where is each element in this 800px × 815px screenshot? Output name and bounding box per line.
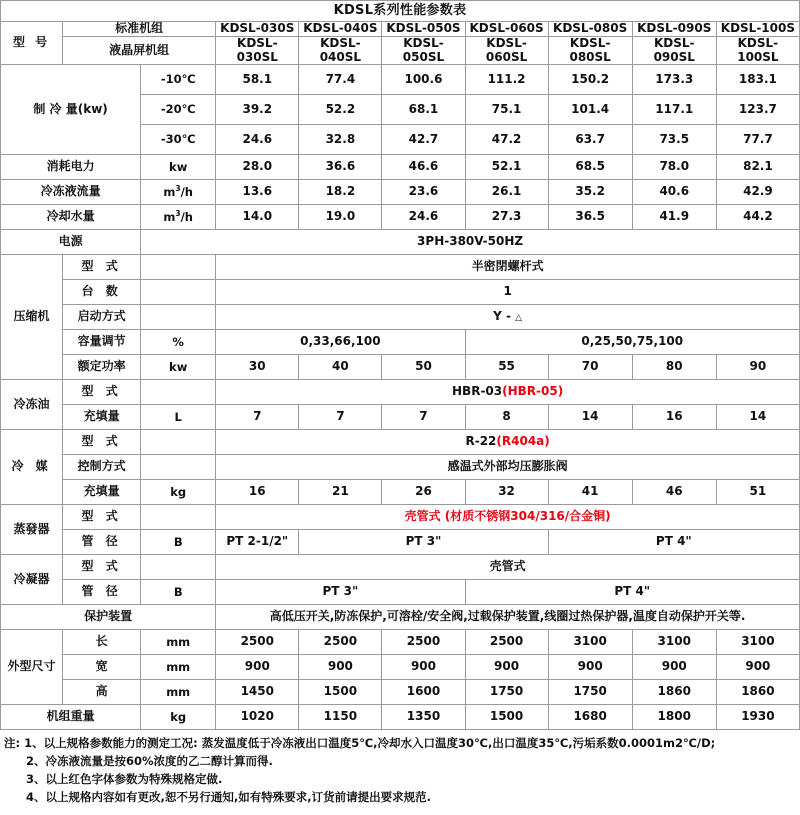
refrigerant-control-unit <box>141 455 216 480</box>
weight-row <box>1 705 800 730</box>
compressor-start-unit <box>141 305 216 330</box>
cooling-water-2: 24.6 <box>382 205 465 230</box>
notes-section <box>0 732 800 806</box>
refrig-oil-charge-label: 充填量 <box>63 405 141 430</box>
model-standard-1: KDSL-040S <box>299 22 382 37</box>
power-3: 52.1 <box>465 155 548 180</box>
refrigerant-charge-3: 32 <box>465 480 548 505</box>
note-line-4 <box>4 789 800 807</box>
dimension-2-6: 1860 <box>716 680 799 705</box>
coolant-flow-0: 13.6 <box>216 180 299 205</box>
oil-type-optional: (HBR-05) <box>502 384 564 399</box>
refrig-oil-type-unit <box>141 380 216 405</box>
model-lcd-1: KDSL-040SL <box>299 36 382 65</box>
unit-superscript: 3 <box>175 209 181 219</box>
weight-4: 1680 <box>548 705 632 730</box>
compressor-rated-row <box>1 355 800 380</box>
refrigerant-control-value: 感温式外部均压膨胀阀 <box>216 455 800 480</box>
cooling-0-4: 150.2 <box>548 65 632 95</box>
dimension-2-5: 1860 <box>632 680 716 705</box>
weight-unit: kg <box>141 705 216 730</box>
cooling-1-5: 117.1 <box>632 95 716 125</box>
dimension-unit-2: mm <box>141 680 216 705</box>
compressor-rated-5: 80 <box>632 355 716 380</box>
weight-1: 1150 <box>299 705 382 730</box>
page-title: KDSL系列性能参数表 <box>1 1 800 22</box>
power-2: 46.6 <box>382 155 465 180</box>
dimension-name-0: 长 <box>63 630 141 655</box>
oil-type-standard: HBR-03 <box>452 384 503 399</box>
condenser-type-label: 型 式 <box>63 555 141 580</box>
dimension-row-2 <box>1 680 800 705</box>
cooling-2-4: 63.7 <box>548 125 632 155</box>
dimension-name-2: 高 <box>63 680 141 705</box>
model-standard-0: KDSL-030S <box>216 22 299 37</box>
cooling-2-5: 73.5 <box>632 125 716 155</box>
lcd-unit-label: 液晶屏机组 <box>63 36 216 65</box>
coolant-flow-5: 40.6 <box>632 180 716 205</box>
coolant-flow-label: 冷冻液流量 <box>1 180 141 205</box>
refrigerant-charge-2: 26 <box>382 480 465 505</box>
cooling-water-label: 冷却水量 <box>1 205 141 230</box>
cooling-2-3: 47.2 <box>465 125 548 155</box>
evaporator-label: 蒸發器 <box>1 505 63 555</box>
note-item-4: 4、以上规格内容如有更改,恕不另行通知,如有特殊要求,订货前请提出要求规范. <box>26 789 431 804</box>
power-row <box>1 155 800 180</box>
cooling-2-1: 32.8 <box>299 125 382 155</box>
note-item-1: 1、以上规格参数能力的测定工况: 蒸发温度低于冷冻液出口温度5℃,冷却水入口温度30℃,出口温度35℃,污垢系数0.0001m2℃/D; <box>24 736 716 751</box>
note-line-1 <box>4 735 800 753</box>
dimension-0-6: 3100 <box>716 630 799 655</box>
cooling-1-6: 123.7 <box>716 95 799 125</box>
refrigerant-type-row <box>1 430 800 455</box>
dimension-0-2: 2500 <box>382 630 465 655</box>
refrig-oil-charge-3: 8 <box>465 405 548 430</box>
cooling-2-0: 24.6 <box>216 125 299 155</box>
dimension-row-0 <box>1 630 800 655</box>
delta-icon: △ <box>515 313 523 324</box>
condenser-type-value: 壳管式 <box>216 555 800 580</box>
model-lcd-2: KDSL-050SL <box>382 36 465 65</box>
dimensions-label: 外型尺寸 <box>1 630 63 705</box>
condenser-pipe-label: 管 径 <box>63 580 141 605</box>
cooling-2-2: 42.7 <box>382 125 465 155</box>
refrig-oil-charge-row <box>1 405 800 430</box>
model-lcd-4: KDSL-080SL <box>548 36 632 65</box>
weight-label: 机组重量 <box>1 705 141 730</box>
dimension-1-1: 900 <box>299 655 382 680</box>
dimension-row-1 <box>1 655 800 680</box>
cooling-water-0: 14.0 <box>216 205 299 230</box>
power-5: 78.0 <box>632 155 716 180</box>
note-line-2 <box>4 753 800 771</box>
compressor-label: 压缩机 <box>1 255 63 380</box>
compressor-rated-1: 40 <box>299 355 382 380</box>
note-item-3: 3、以上红色字体参数为特殊规格定做. <box>26 772 223 787</box>
compressor-start-value <box>216 305 800 330</box>
dimension-1-2: 900 <box>382 655 465 680</box>
compressor-type-unit <box>141 255 216 280</box>
refrigerant-charge-row <box>1 480 800 505</box>
dimension-1-0: 900 <box>216 655 299 680</box>
unit-tail: /h <box>180 185 193 200</box>
refrig-oil-charge-5: 16 <box>632 405 716 430</box>
compressor-rated-unit: kw <box>141 355 216 380</box>
model-lcd-5: KDSL-090SL <box>632 36 716 65</box>
refrigerant-charge-5: 46 <box>632 480 716 505</box>
title-row <box>1 1 800 22</box>
refrig-oil-type-value <box>216 380 800 405</box>
compressor-rated-4: 70 <box>548 355 632 380</box>
compressor-start-label: 启动方式 <box>63 305 141 330</box>
cooling-water-5: 41.9 <box>632 205 716 230</box>
power-1: 36.6 <box>299 155 382 180</box>
dimension-2-4: 1750 <box>548 680 632 705</box>
cooling-water-4: 36.5 <box>548 205 632 230</box>
notes-prefix: 注: <box>4 736 21 751</box>
cooling-1-0: 39.2 <box>216 95 299 125</box>
refrigerant-charge-4: 41 <box>548 480 632 505</box>
compressor-rated-0: 30 <box>216 355 299 380</box>
model-standard-2: KDSL-050S <box>382 22 465 37</box>
compressor-start-row <box>1 305 800 330</box>
header-row-standard <box>1 22 800 37</box>
dimension-0-4: 3100 <box>548 630 632 655</box>
evaporator-type-material: (材质不锈钢304/316/合金铜) <box>444 509 611 524</box>
start-value-main: Y - <box>493 309 516 324</box>
cooling-0-3: 111.2 <box>465 65 548 95</box>
refrig-oil-charge-6: 14 <box>716 405 799 430</box>
dimension-1-4: 900 <box>548 655 632 680</box>
refrig-oil-charge-2: 7 <box>382 405 465 430</box>
refrigerant-standard: R-22 <box>465 434 497 449</box>
refrigerant-type-value <box>216 430 800 455</box>
evaporator-pipe-2: PT 4" <box>548 530 799 555</box>
cooling-capacity-label: 制 冷 量(kw) <box>1 65 141 155</box>
weight-3: 1500 <box>465 705 548 730</box>
cooling-0-1: 77.4 <box>299 65 382 95</box>
cooling-1-2: 68.1 <box>382 95 465 125</box>
cooling-temp-2: -30℃ <box>141 125 216 155</box>
evaporator-type-main: 壳管式 <box>404 509 441 524</box>
model-standard-3: KDSL-060S <box>465 22 548 37</box>
cooling-0-2: 100.6 <box>382 65 465 95</box>
power-label: 消耗电力 <box>1 155 141 180</box>
refrig-oil-charge-unit: L <box>141 405 216 430</box>
compressor-capacity-value-right: 0,25,50,75,100 <box>465 330 799 355</box>
condenser-type-unit <box>141 555 216 580</box>
cooling-water-3: 27.3 <box>465 205 548 230</box>
evaporator-pipe-1: PT 3" <box>299 530 548 555</box>
standard-unit-label: 标准机组 <box>63 22 216 37</box>
compressor-count-value: 1 <box>216 280 800 305</box>
cooling-1-3: 75.1 <box>465 95 548 125</box>
cooling-2-6: 77.7 <box>716 125 799 155</box>
power-unit: kw <box>141 155 216 180</box>
dimension-name-1: 宽 <box>63 655 141 680</box>
model-standard-5: KDSL-090S <box>632 22 716 37</box>
cooling-0-5: 173.3 <box>632 65 716 95</box>
refrig-oil-charge-4: 14 <box>548 405 632 430</box>
note-line-3 <box>4 771 800 789</box>
dimension-1-5: 900 <box>632 655 716 680</box>
condenser-pipe-row <box>1 580 800 605</box>
compressor-count-label: 台 数 <box>63 280 141 305</box>
header-row-lcd <box>1 36 800 65</box>
refrig-oil-type-row <box>1 380 800 405</box>
cooling-water-row <box>1 205 800 230</box>
compressor-rated-label: 额定功率 <box>63 355 141 380</box>
cooling-water-unit <box>141 205 216 230</box>
protection-row <box>1 605 800 630</box>
dimension-2-1: 1500 <box>299 680 382 705</box>
coolant-flow-4: 35.2 <box>548 180 632 205</box>
evaporator-type-label: 型 式 <box>63 505 141 530</box>
compressor-type-label: 型 式 <box>63 255 141 280</box>
coolant-flow-6: 42.9 <box>716 180 799 205</box>
dimension-unit-0: mm <box>141 630 216 655</box>
weight-6: 1930 <box>716 705 799 730</box>
coolant-flow-3: 26.1 <box>465 180 548 205</box>
refrig-oil-label: 冷冻油 <box>1 380 63 430</box>
refrigerant-charge-1: 21 <box>299 480 382 505</box>
evaporator-type-unit <box>141 505 216 530</box>
note-item-2: 2、冷冻液流量是按60%浓度的乙二醇计算而得. <box>26 754 273 769</box>
dimension-2-2: 1600 <box>382 680 465 705</box>
refrigerant-optional: (R404a) <box>496 434 550 449</box>
refrigerant-label: 冷 媒 <box>1 430 63 505</box>
power-4: 68.5 <box>548 155 632 180</box>
dimension-unit-1: mm <box>141 655 216 680</box>
dimension-0-1: 2500 <box>299 630 382 655</box>
power-supply-row <box>1 230 800 255</box>
refrigerant-charge-label: 充填量 <box>63 480 141 505</box>
compressor-rated-2: 50 <box>382 355 465 380</box>
model-lcd-3: KDSL-060SL <box>465 36 548 65</box>
dimension-2-0: 1450 <box>216 680 299 705</box>
refrigerant-control-row <box>1 455 800 480</box>
power-0: 28.0 <box>216 155 299 180</box>
dimension-2-3: 1750 <box>465 680 548 705</box>
coolant-flow-2: 23.6 <box>382 180 465 205</box>
model-standard-6: KDSL-100S <box>716 22 799 37</box>
cooling-row-0 <box>1 65 800 95</box>
condenser-label: 冷凝器 <box>1 555 63 605</box>
cooling-temp-1: -20℃ <box>141 95 216 125</box>
dimension-0-0: 2500 <box>216 630 299 655</box>
coolant-flow-row <box>1 180 800 205</box>
compressor-type-row <box>1 255 800 280</box>
condenser-pipe-1: PT 4" <box>465 580 799 605</box>
power-supply-value: 3PH-380V-50HZ <box>141 230 800 255</box>
compressor-rated-3: 55 <box>465 355 548 380</box>
refrig-oil-charge-1: 7 <box>299 405 382 430</box>
unit-base: m <box>163 210 176 225</box>
coolant-flow-1: 18.2 <box>299 180 382 205</box>
refrigerant-charge-unit: kg <box>141 480 216 505</box>
compressor-rated-6: 90 <box>716 355 799 380</box>
refrig-oil-charge-0: 7 <box>216 405 299 430</box>
cooling-water-1: 19.0 <box>299 205 382 230</box>
power-supply-label: 电源 <box>1 230 141 255</box>
evaporator-pipe-row <box>1 530 800 555</box>
weight-5: 1800 <box>632 705 716 730</box>
compressor-capacity-label: 容量调节 <box>63 330 141 355</box>
model-lcd-0: KDSL-030SL <box>216 36 299 65</box>
weight-0: 1020 <box>216 705 299 730</box>
evaporator-type-value <box>216 505 800 530</box>
unit-tail: /h <box>180 210 193 225</box>
compressor-count-unit <box>141 280 216 305</box>
model-header-label: 型 号 <box>1 22 63 65</box>
refrigerant-type-label: 型 式 <box>63 430 141 455</box>
evaporator-pipe-0: PT 2-1/2" <box>216 530 299 555</box>
refrigerant-type-unit <box>141 430 216 455</box>
refrigerant-control-label: 控制方式 <box>63 455 141 480</box>
dimension-1-3: 900 <box>465 655 548 680</box>
evaporator-pipe-unit: B <box>141 530 216 555</box>
evaporator-type-row <box>1 505 800 530</box>
protection-label: 保护装置 <box>1 605 216 630</box>
cooling-0-0: 58.1 <box>216 65 299 95</box>
dimension-1-6: 900 <box>716 655 799 680</box>
unit-base: m <box>163 185 176 200</box>
protection-value: 高低压开关,防冻保护,可溶栓/安全阀,过载保护装置,线圈过热保护器,温度自动保护开关等. <box>216 605 800 630</box>
weight-2: 1350 <box>382 705 465 730</box>
cooling-0-6: 183.1 <box>716 65 799 95</box>
condenser-type-row <box>1 555 800 580</box>
compressor-capacity-value-left: 0,33,66,100 <box>216 330 465 355</box>
model-standard-4: KDSL-080S <box>548 22 632 37</box>
unit-superscript: 3 <box>175 184 181 194</box>
refrigerant-charge-6: 51 <box>716 480 799 505</box>
evaporator-pipe-label: 管 径 <box>63 530 141 555</box>
condenser-pipe-unit: B <box>141 580 216 605</box>
cooling-water-6: 44.2 <box>716 205 799 230</box>
model-lcd-6: KDSL-100SL <box>716 36 799 65</box>
compressor-type-value: 半密閉螺杆式 <box>216 255 800 280</box>
cooling-1-1: 52.2 <box>299 95 382 125</box>
coolant-flow-unit <box>141 180 216 205</box>
cooling-temp-0: -10℃ <box>141 65 216 95</box>
condenser-pipe-0: PT 3" <box>216 580 465 605</box>
dimension-0-5: 3100 <box>632 630 716 655</box>
compressor-capacity-unit: % <box>141 330 216 355</box>
cooling-1-4: 101.4 <box>548 95 632 125</box>
compressor-capacity-row <box>1 330 800 355</box>
power-6: 82.1 <box>716 155 799 180</box>
refrigerant-charge-0: 16 <box>216 480 299 505</box>
compressor-count-row <box>1 280 800 305</box>
dimension-0-3: 2500 <box>465 630 548 655</box>
refrig-oil-type-label: 型 式 <box>63 380 141 405</box>
